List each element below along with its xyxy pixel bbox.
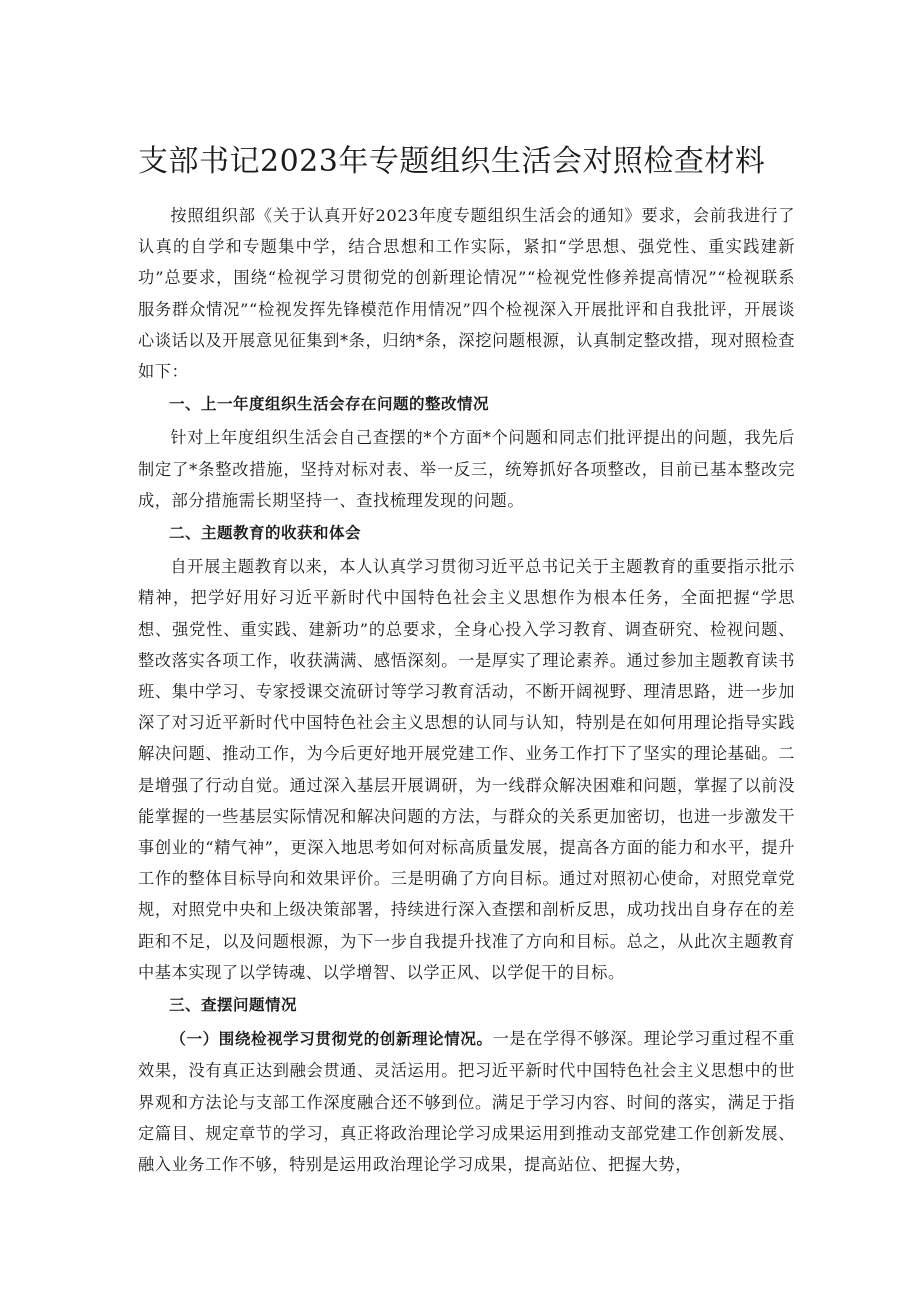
document-body xyxy=(138,200,795,1180)
document-title: 支部书记2023年专题组织生活会对照检查材料 xyxy=(138,144,766,179)
subsection-text: 一是在学得不够深。理论学习重过程不重效果，没有真正达到融会贯通、灵活运用。把习近平新时代中国特色社会主义思想中的世界观和方法论与支部工作深度融合还不够到位。满足于学习内容、时间的落实，满足于指定篇目、规定章节的学习，真正将政治理论学习成果运用到推动支部党建工作创新发展、融入业务工作不够，特别是运用政治理论学习成果，提高站位、把握大势， xyxy=(138,1029,795,1175)
section-1-paragraph: 针对上年度组织生活会自己查摆的*个方面*个问题和同志们批评提出的问题，我先后制定了*条整改措施，坚持对标对表、举一反三，统筹抓好各项整改，目前已基本整改完成，部分措施需长期坚持一、查找梳理发现的问题。 xyxy=(138,428,795,510)
section-heading-1: 一、上一年度组织生活会存在问题的整改情况 xyxy=(169,395,490,414)
intro-paragraph: 按照组织部《关于认真开好2023年度专题组织生活会的通知》要求，会前我进行了认真的自学和专题集中学，结合思想和工作实际，紧扣“学思想、强党性、重实践建新功”总要求，围绕“检视学习贯彻党的创新理论情况”“检视党性修养提高情况”“检视联系服务群众情况”“检视发挥先锋模范作用情况”四个检视深入开展批评和自我批评，开展谈心谈话以及开展意见征集到*条，归纳*条，深挖问题根源，认真制定整改措，现对照检查如下： xyxy=(138,206,795,382)
section-2-paragraph: 自开展主题教育以来，本人认真学习贯彻习近平总书记关于主题教育的重要指示批示精神，把学好用好习近平新时代中国特色社会主义思想作为根本任务，全面把握“学思想、强党性、重实践、建新功”的总要求，全身心投入学习教育、调查研究、检视问题、整改落实各项工作，收获满满、感悟深刻。一是厚实了理论素养。通过参加主题教育读书班、集中学习、专家授课交流研讨等学习教育活动，不断开阔视野、理清思路，进一步加深了对习近平新时代中国特色社会主义思想的认同与认知，特别是在如何用理论指导实践解决问题、推动工作，为今后更好地开展党建工作、业务工作打下了坚实的理论基础。二是增强了行动自觉。通过深入基层开展调研，为一线群众解决困难和问题，掌握了以前没能掌握的一些基层实际情况和解决问题的方法，与群众的关系更加密切，也进一步激发干事创业的“精气神”，更深入地思考如何对标高质量发展，提高各方面的能力和水平，提升工作的整体目标导向和效果评价。三是明确了方向目标。通过对照初心使命，对照党章党规，对照党中央和上级决策部署，持续进行深入查摆和剖析反思，成功找出自身存在的差距和不足，以及问题根源，为下一步自我提升找准了方向和目标。总之，从此次主题教育中基本实现了以学铸魂、以学增智、以学正风、以学促干的目标。 xyxy=(138,557,795,982)
section-heading-3: 三、查摆问题情况 xyxy=(169,996,298,1015)
section-heading-2: 二、主题教育的收获和体会 xyxy=(169,524,362,543)
subsection-lead: （一）围绕检视学习贯彻党的创新理论情况。 xyxy=(170,1030,493,1049)
section-3-paragraph xyxy=(138,1023,795,1180)
